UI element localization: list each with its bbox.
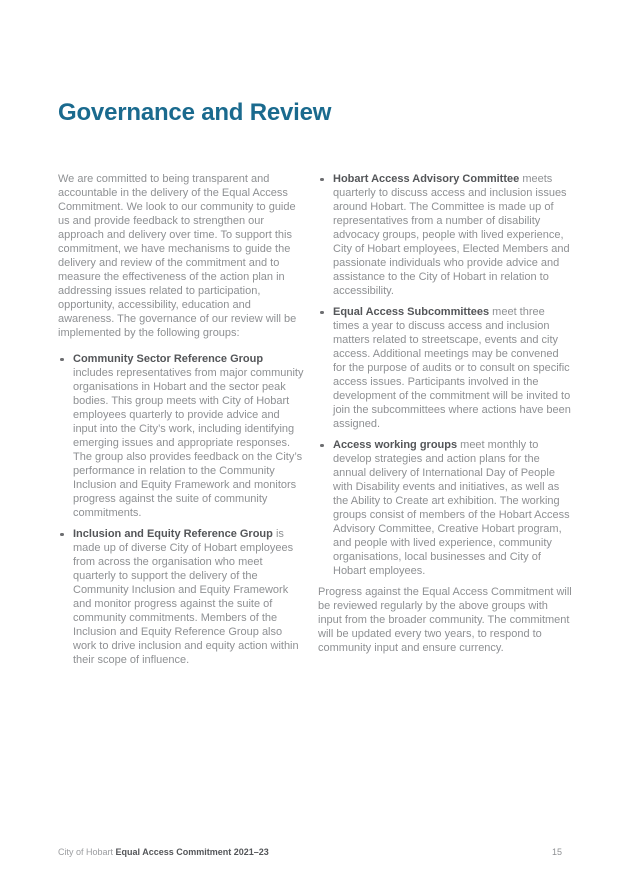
bullet-icon [60, 358, 64, 362]
list-item-hobart-access-advisory-committee [318, 172, 572, 298]
list-item-community-sector-reference-group [58, 352, 306, 520]
footer-doc-title [58, 847, 269, 857]
list-item-inclusion-and-equity-reference-group [58, 527, 306, 667]
group-name: Inclusion and Equity Reference Group [73, 528, 273, 540]
group-entry [333, 439, 570, 577]
left-column [58, 172, 306, 667]
group-name: Access working groups [333, 439, 458, 451]
page-footer [58, 847, 562, 857]
group-description: includes representatives from major community organisations in Hobart and the sector peak bodies. This group meets with City of Hobart employees quarterly to provide advice and input into the City’s work, including identifying emerging issues and appropriate responses. The group also provides feedback on the City’s performance in relation to the Community Inclusion and Equity Framework and monitors progress against the suite of community commitments. [73, 367, 304, 519]
group-name: Community Sector Reference Group [73, 353, 264, 365]
bullet-icon [320, 444, 324, 448]
bullet-icon [320, 178, 324, 182]
group-entry [333, 306, 571, 430]
group-description: is made up of diverse City of Hobart employees from across the organisation who meet quarterly to support the delivery of the Community Inclusion and Equity Framework and monitor progress against the suite of community commitments. Members of the Inclusion and Equity Reference Group also work to drive inclusion and equity action within their scope of influence. [73, 528, 299, 666]
page-title: Governance and Review [58, 99, 332, 126]
closing-paragraph: Progress against the Equal Access Commitment will be reviewed regularly by the above groups with input from the broader community. The commitment will be updated every two years, to respond to community input and ensure currency. [318, 586, 572, 654]
group-entry [333, 173, 570, 297]
list-item-equal-access-subcommittees [318, 305, 572, 431]
group-name: Equal Access Subcommittees [333, 306, 490, 318]
bullet-icon [60, 533, 64, 537]
bullet-icon [320, 311, 324, 315]
group-description: meet monthly to develop strategies and action plans for the annual delivery of International Day of People with Disability events and initiatives, as well as the Ability to Create art exhibition. The working groups consist of members of the Hobart Access Advisory Committee, Creative Hobart program, and people with lived experience, community organisations, local businesses and City of Hobart employees. [333, 439, 570, 577]
group-entry [73, 528, 299, 666]
group-name: Hobart Access Advisory Committee [333, 173, 520, 185]
groups-list-left [58, 352, 306, 667]
footer-publisher: City of Hobart [58, 847, 114, 857]
groups-list-right [318, 172, 572, 578]
group-entry [73, 353, 303, 519]
group-description: meet three times a year to discuss access and inclusion matters related to streetscape, events and city access. Additional meetings may be convened for the purpose of audits or to consult on specific access issues. Participants involved in the development of the commitment will be invited to join the subcommittees where actions have been assigned. [333, 306, 571, 430]
page-number: 15 [551, 847, 562, 857]
group-description: meets quarterly to discuss access and inclusion issues around Hobart. The Committee is made up of representatives from a number of disability advocacy groups, people with lived experience, City of Hobart employees, Elected Members and passionate individuals who provide advice and assistance to the City of Hobart in relation to accessibility. [333, 173, 570, 297]
intro-paragraph: We are committed to being transparent and accountable in the delivery of the Equal Access Commitment. We look to our community to guide us and provide feedback to strengthen our approach and delivery over time. To support this commitment, we have mechanisms to guide the delivery and review of the commitment and to measure the effectiveness of the action plan in addressing issues related to participation, opportunity, accessibility, education and awareness. The governance of our review will be implemented by the following groups: [58, 173, 297, 339]
content-columns [58, 172, 572, 667]
footer-document: Equal Access Commitment 2021–23 [115, 847, 269, 857]
right-column [318, 172, 572, 667]
list-item-access-working-groups [318, 438, 572, 578]
